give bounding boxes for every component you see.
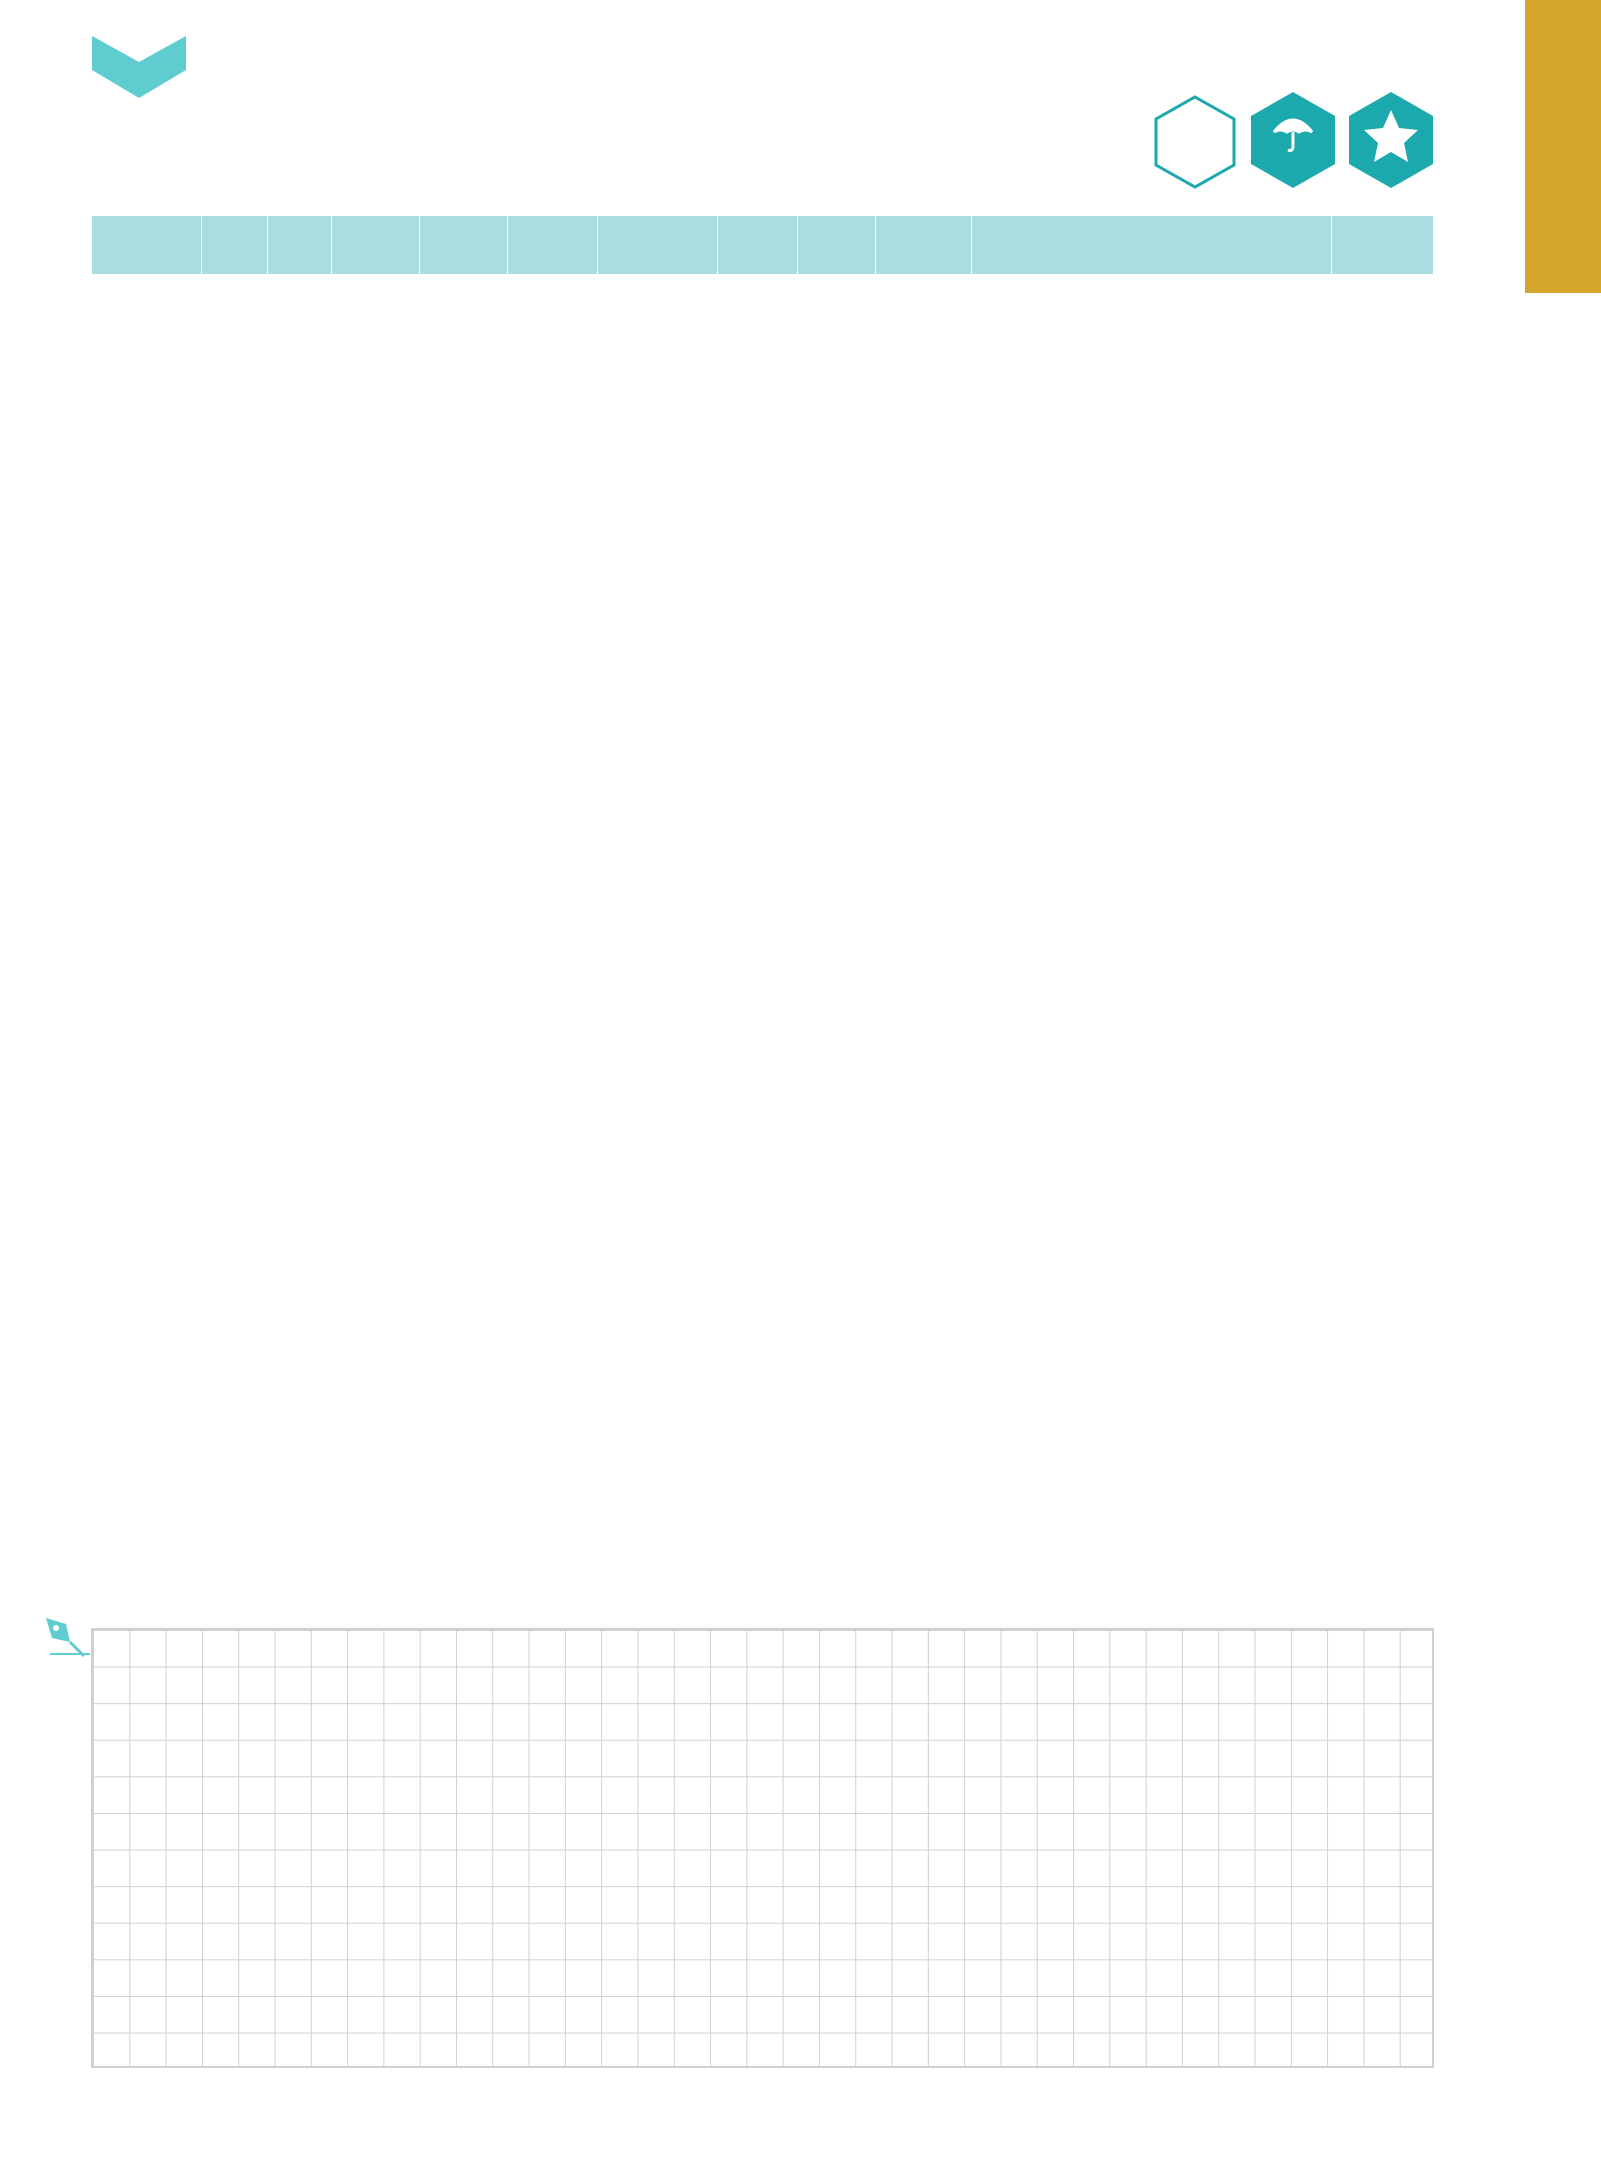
notes-grid: [91, 1628, 1434, 2068]
pen-icon: [40, 1612, 92, 1664]
header-paleta: [798, 216, 876, 275]
qr-code-tech[interactable]: [1318, 1232, 1434, 1348]
header-hmotnost-baleni: [876, 216, 972, 275]
product-table: [91, 215, 1434, 275]
qr-code-plan[interactable]: [1166, 1232, 1282, 1348]
header-rozmery: [331, 216, 419, 275]
e-badge: [1346, 90, 1436, 190]
chevron-icon: [92, 36, 186, 98]
header-vrstva: [718, 216, 798, 275]
catalog-badge: [1152, 94, 1238, 190]
header-povrch: [1332, 216, 1434, 275]
header-spotreba: [597, 216, 718, 275]
header-barvy: [972, 216, 1332, 275]
header-hmotnost: [507, 216, 597, 275]
header-kod: [201, 216, 267, 275]
side-tab: [1525, 0, 1601, 293]
dap-badge: [1248, 90, 1338, 190]
header-vyska: [267, 216, 331, 275]
table-header-row: [92, 216, 1434, 275]
header-jednotka: [419, 216, 507, 275]
header-nazev: [92, 216, 202, 275]
